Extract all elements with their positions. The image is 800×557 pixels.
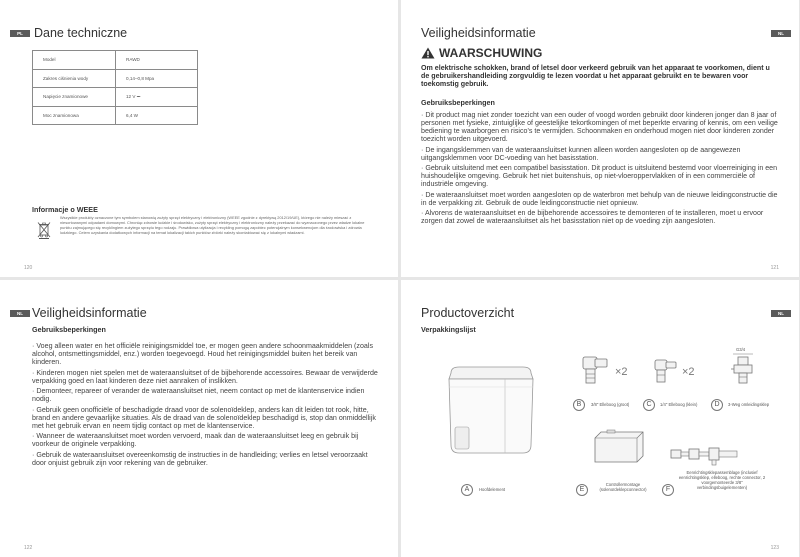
- language-tag: PL: [10, 30, 30, 37]
- crossed-out-bin-icon: [37, 221, 51, 239]
- spec-value: RAWD: [116, 51, 198, 70]
- table-row: [33, 69, 198, 88]
- section-heading: Gebruiksbeperkingen: [421, 98, 495, 107]
- controller-assembly-image: [593, 430, 647, 464]
- list-item: · De wateraansluitset moet worden aangesloten op de waterbron met behulp van de nieuwe leidingconstructie die in de verpakking zit. Gebruik de oude leidingconstructie niet opnieuw.: [421, 190, 778, 207]
- bullet-list: [32, 342, 382, 469]
- spec-value: 6,4 W: [116, 106, 198, 125]
- bullet-list: [421, 111, 779, 228]
- item-letter-badge: F: [662, 484, 674, 496]
- list-item: · Alvorens de wateraansluitset en de bijbehorende accessoires te demonteren of te installeren, moet u ervoor zorgen dat zowel de wateraansluitset als het basisstation niet op de voeding zijn aangesloten.: [421, 209, 764, 226]
- page-title: Veiligheidsinformatie: [32, 306, 147, 320]
- table-row: [33, 88, 198, 107]
- item-label: Hoofdelement: [479, 487, 506, 492]
- item-letter-badge: C: [643, 399, 655, 411]
- page-123: [401, 280, 799, 557]
- quantity-multiplier: ×2: [682, 366, 695, 378]
- item-letter-badge: B: [573, 399, 585, 411]
- spec-label: Zakres ciśnienia wody: [33, 69, 116, 88]
- warning-text: Om elektrische schokken, brand of letsel door verkeerd gebruik van het apparaat te voorkomen, dient u de gebruikershandleiding zorgvuldig te lezen voordat u het apparaat gebruikt en te bewaren voor toekomstig gebruik.: [421, 64, 770, 89]
- page-122: [0, 280, 398, 557]
- page-120: [0, 0, 398, 277]
- page-number: 121: [770, 265, 779, 271]
- list-item: · Gebruik geen onofficiële of beschadigde draad voor de solenoïdeklep, anders kan dit leiden tot rook, hitte, brand en andere gevaarlijke situaties. Als de draad van de solenoïdeklep beschadigd is, stop dan onmiddellijk met het gebruik ervan en neem tijdig contact op met de klantenservice.: [32, 405, 376, 430]
- small-elbow-image: [653, 356, 679, 386]
- list-item: · Gebruik de wateraansluitset overeenkomstig de instructies in de handleiding; verlies en letsel veroorzaakt door onjuist gebruik zijn voor rekening van de gebruiker.: [32, 450, 368, 467]
- item-label: 1/4" Elleboog (klein): [660, 402, 698, 407]
- page-title: Veiligheidsinformatie: [421, 26, 536, 40]
- item-letter-badge: A: [461, 484, 473, 496]
- item-label: 3-Weg omleidingsklep: [728, 402, 770, 407]
- page-number: 122: [24, 545, 33, 551]
- language-tag: NL: [771, 310, 791, 317]
- page-121: [401, 0, 799, 277]
- list-item: · Gebruik uitsluitend met een compatibel basisstation. Dit product is uitsluitend bestemd voor vloerreiniging in een huishoudelijke omgeving. Gebruik het niet buitenshuis, op niet-vloeroppervlakken of in een commerciële of industriële omgeving.: [421, 164, 778, 189]
- page-title: Dane techniczne: [34, 26, 128, 40]
- language-tag: NL: [771, 30, 791, 37]
- section-heading: Gebruiksbeperkingen: [32, 325, 106, 334]
- warning-heading: [421, 46, 542, 60]
- table-row: [33, 51, 198, 70]
- list-item: · Voeg alleen water en het officiële reinigingsmiddel toe, er mogen geen andere schoonmaakmiddelen (zoals alcohol, ontsmettingsmiddel, enz.) worden toegevoegd. Houd het reinigingsmiddel buiten het bereik van kinderen.: [32, 342, 373, 367]
- list-item-text: Wanneer de wateraansluitset moet worden vervoerd, maak dan de wateraansluitset leeg en gebruik bij voorkeur de originele verpakking.: [32, 432, 359, 449]
- large-elbow-image: [581, 353, 611, 389]
- spec-label: Model: [33, 51, 116, 70]
- item-letter-badge: E: [576, 484, 588, 496]
- list-item: · De ingangsklemmen van de wateraansluitset kunnen alleen worden aangesloten op de aangewezen uitgangsklemmen voor DC-voeding van het basisstation.: [421, 145, 741, 162]
- item-label: Eenrichtingsklepassemblage (inclusief eenrichtingsklep, elleboog, rechte connector, 2 voorgemonteerde 3/8" verbindingsbuigelementen): [678, 470, 766, 490]
- spec-label: Moc znamionowa: [33, 106, 116, 125]
- item-label: 3/8" Elleboog (groot): [591, 402, 630, 407]
- three-way-valve-image: [731, 352, 755, 390]
- list-item-text: Gebruik geen onofficiële of beschadigde draad voor de solenoïdeklep, anders kan dit leiden tot rook, hitte, brand en andere gevaarlijke situaties. Als de draad van de solenoïdeklep beschadigd is, stop dan onmiddellijk met het gebruik ervan en neem tijdig contact op met de klantenservice.: [32, 405, 376, 430]
- list-item-text: Gebruik uitsluitend met een compatibel basisstation. Dit product is uitsluitend bestemd voor vloerreiniging in een huishoudelijke omgeving. Gebruik het niet buitenshuis, op niet-vloeroppervlakken of in een commerciële of industriële omgeving.: [421, 164, 778, 189]
- list-item-text: De ingangsklemmen van de wateraansluitset kunnen alleen worden aangesloten op de aangewezen uitgangsklemmen voor DC-voeding van het basisstation.: [421, 145, 741, 162]
- list-item-text: Demonteer, repareer of verander de wateraansluitset niet, neem contact op met de klantenservice indien nodig.: [32, 387, 365, 404]
- list-item: · Dit product mag niet zonder toezicht van een ouder of voogd worden gebruikt door kinderen jonger dan 8 jaar of personen met fysieke, zintuiglijke of geestelijke tekortkomingen of met beperkte ervaring of kennis, om een veilige bediening te waarborgen en risico's te vermijden. Schoonmaken en onderhoud mogen niet door kinderen zonder toezicht worden uitgevoerd.: [421, 111, 778, 144]
- list-item-text: Alvorens de wateraansluitset en de bijbehorende accessoires te demonteren of te installeren, moet u ervoor zorgen dat zowel de wateraansluitset als het basisstation niet op de voeding zijn aangesloten.: [421, 209, 764, 226]
- section-heading: Verpakkingslijst: [421, 325, 476, 334]
- spec-label: Napięcie znamionowe: [33, 88, 116, 107]
- list-item-text: Dit product mag niet zonder toezicht van een ouder of voogd worden gebruikt door kinderen jonger dan 8 jaar of personen met fysieke, zintuiglijke of geestelijke tekortkomingen of met beperkte ervaring of kennis, om een veilige bediening te waarborgen en risico's te vermijden. Schoonmaken en onderhoud mogen niet door kinderen zonder toezicht worden uitgevoerd.: [421, 111, 778, 144]
- warning-icon: [421, 47, 435, 59]
- spec-value: 0,14–0,8 Mpa: [116, 69, 198, 88]
- page-number: 123: [770, 545, 779, 551]
- item-label: Controllermontage (solenoïdeklepconnector): [599, 482, 647, 492]
- list-item-text: Voeg alleen water en het officiële reinigingsmiddel toe, er mogen geen andere schoonmaakmiddelen (zoals alcohol, ontsmettingsmiddel, enz.) worden toegevoegd. Houd het reinigingsmiddel buiten het bereik van kinderen.: [32, 342, 373, 367]
- list-item-text: De wateraansluitset moet worden aangesloten op de waterbron met behulp van de nieuwe leidingconstructie die in de verpakking zit. Gebruik de oude leidingconstructie niet opnieuw.: [421, 190, 778, 207]
- language-tag: NL: [10, 310, 30, 317]
- weee-heading: Informacje o WEEE: [32, 205, 98, 214]
- warning-heading-text: WAARSCHUWING: [439, 46, 543, 60]
- list-item: · Wanneer de wateraansluitset moet worden vervoerd, maak dan de wateraansluitset leeg en gebruik bij voorkeur de originele verpakking.: [32, 432, 359, 449]
- weee-text: Wszystkie produkty oznaczone tym symbolem stanowią zużyty sprzęt elektryczny i elektroniczny (WEEE zgodnie z dyrektywą 2012/19/UE), którego nie należy mieszać z niesortowanymi odpadami domowymi. Chroniąc zdrowie ludzkie i środowisko, zużyty sprzęt elektryczny i elektroniczny należy przekazać do wyznaczonego przez władze lokalne punktu zajmującego się recyklingiem zużytego sprzętu tego rodzaju. Prawidłowa utylizacja i recykling pomogą zapobiec potencjalnym konsekwencjom dla środowiska i zdrowia ludzkiego. Celem uzyskania dodatkowych informacji na temat lokalizacji takich punktów zbiórki należy skontaktować się z lokalnymi władzami.: [60, 215, 365, 235]
- thread-size-label: G3/4: [736, 347, 746, 352]
- page-title: Productoverzicht: [421, 306, 515, 320]
- one-way-valve-assembly-image: [669, 444, 745, 466]
- list-item: · Kinderen mogen niet spelen met de wateraansluitset of de bijbehorende accessoires. Bewaar de verwijderde verpakking goed en laat kinderen deze niet aanraken of inslikken.: [32, 368, 378, 385]
- list-item-text: Gebruik de wateraansluitset overeenkomstig de instructies in de handleiding; verlies en letsel veroorzaakt door onjuist gebruik zijn voor rekening van de gebruiker.: [32, 450, 368, 467]
- spec-value: 12 V ⎓: [116, 88, 198, 107]
- quantity-multiplier: ×2: [615, 366, 628, 378]
- page-number: 120: [24, 265, 33, 271]
- list-item: · Demonteer, repareer of verander de wateraansluitset niet, neem contact op met de klantenservice indien nodig.: [32, 387, 365, 404]
- list-item-text: Kinderen mogen niet spelen met de wateraansluitset of de bijbehorende accessoires. Bewaar de verwijderde verpakking goed en laat kinderen deze niet aanraken of inslikken.: [32, 368, 378, 385]
- spec-table: [32, 50, 198, 125]
- item-letter-badge: D: [711, 399, 723, 411]
- table-row: [33, 106, 198, 125]
- main-unit-image: [445, 365, 537, 457]
